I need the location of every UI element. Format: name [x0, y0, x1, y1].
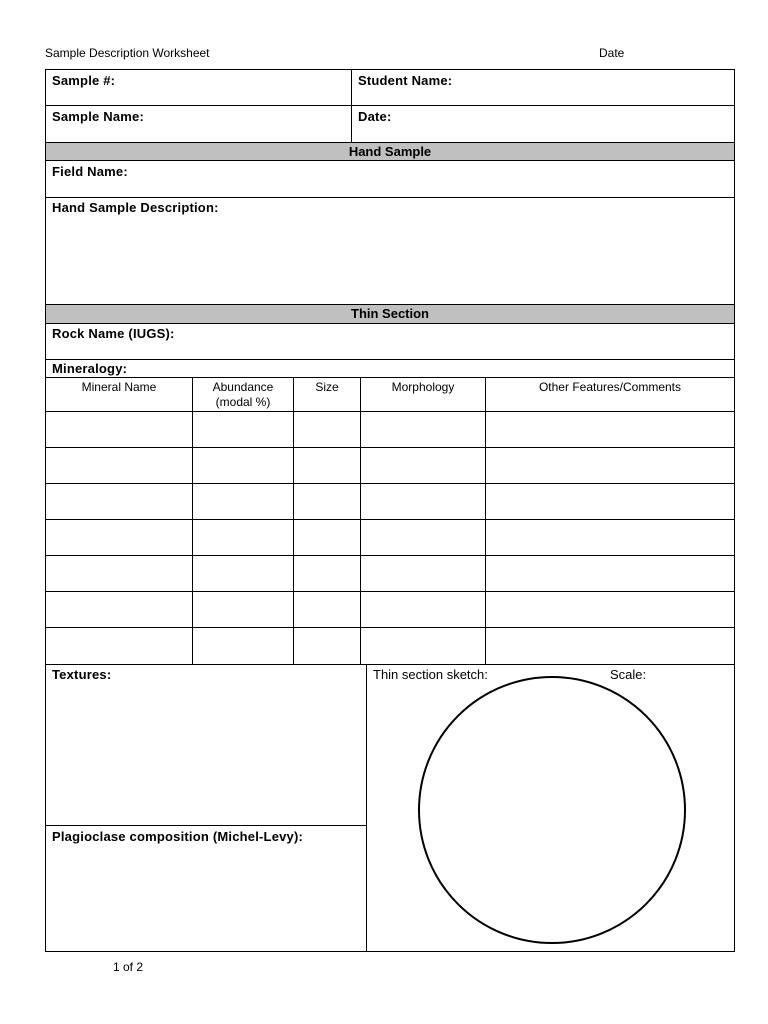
- form-border-bottom: [45, 951, 735, 952]
- mineral-table-cell[interactable]: [193, 592, 293, 627]
- mineral-table-cell[interactable]: [486, 592, 734, 627]
- student-name-field[interactable]: [352, 70, 734, 105]
- mineral-table-cell[interactable]: [46, 448, 192, 483]
- textures-label: Textures:: [52, 667, 112, 682]
- mineral-table-cell[interactable]: [361, 628, 485, 663]
- thin-section-sketch-label: Thin section sketch:: [373, 667, 488, 682]
- mineral-table-cell[interactable]: [294, 556, 360, 591]
- page-number: 1 of 2: [113, 960, 144, 974]
- form-border-right: [734, 69, 735, 952]
- hand-sample-description-label: Hand Sample Description:: [52, 200, 219, 215]
- mineral-table-cell[interactable]: [486, 556, 734, 591]
- worksheet-title: Sample Description Worksheet: [45, 46, 210, 60]
- mineral-table-cell[interactable]: [46, 484, 192, 519]
- sample-name-label: Sample Name:: [52, 109, 144, 124]
- date-field[interactable]: [352, 106, 734, 142]
- sketch-circle: [419, 677, 685, 943]
- mineral-table-cell[interactable]: [361, 448, 485, 483]
- sketch-circle-area[interactable]: [367, 665, 734, 951]
- mineral-table-cell[interactable]: [46, 628, 192, 663]
- mineral-table-cell[interactable]: [361, 592, 485, 627]
- mineral-table-cell[interactable]: [193, 556, 293, 591]
- mineralogy-label: Mineralogy:: [52, 361, 128, 376]
- field-name-label: Field Name:: [52, 164, 128, 179]
- scale-label: Scale:: [610, 667, 647, 682]
- rule: [45, 377, 735, 378]
- mineral-table-cell[interactable]: [46, 412, 192, 447]
- mineral-table-cell[interactable]: [294, 448, 360, 483]
- rule: [45, 359, 735, 360]
- sample-number-field[interactable]: [46, 70, 351, 105]
- mineral-table-cell[interactable]: [294, 520, 360, 555]
- rule: [45, 304, 735, 305]
- date-label: Date:: [358, 109, 392, 124]
- column-header-abundance: Abundance (modal %): [212, 380, 274, 409]
- sample-name-field[interactable]: [46, 106, 351, 142]
- column-header-other-features: Other Features/Comments: [538, 380, 682, 394]
- mineral-table-cell[interactable]: [193, 412, 293, 447]
- field-name-field[interactable]: [46, 161, 734, 197]
- plagioclase-composition-label: Plagioclase composition (Michel-Levy):: [52, 829, 304, 844]
- mineral-table-cell[interactable]: [46, 592, 192, 627]
- rule: [45, 142, 735, 143]
- thin-section-heading: Thin Section: [351, 306, 429, 321]
- mineral-table-cell[interactable]: [193, 628, 293, 663]
- mineral-table-cell[interactable]: [193, 484, 293, 519]
- mineral-table-cell[interactable]: [46, 556, 192, 591]
- mineral-table-cell[interactable]: [361, 484, 485, 519]
- rock-name-field[interactable]: [46, 324, 734, 359]
- column-header-size: Size: [315, 380, 339, 394]
- hand-sample-heading: Hand Sample: [348, 144, 432, 159]
- mineral-table-cell[interactable]: [193, 520, 293, 555]
- column-header-morphology: Morphology: [391, 380, 455, 394]
- mineral-table-cell[interactable]: [294, 592, 360, 627]
- mineral-table-cell[interactable]: [486, 484, 734, 519]
- textures-field[interactable]: [46, 665, 366, 825]
- sample-number-label: Sample #:: [52, 73, 116, 88]
- mineral-table-cell[interactable]: [294, 628, 360, 663]
- mineral-table-cell[interactable]: [361, 556, 485, 591]
- mineral-table-cell[interactable]: [294, 412, 360, 447]
- plagioclase-composition-field[interactable]: [46, 826, 366, 951]
- student-name-label: Student Name:: [358, 73, 453, 88]
- mineral-table-cell[interactable]: [294, 484, 360, 519]
- mineral-table-cell[interactable]: [46, 520, 192, 555]
- mineral-table-cell[interactable]: [486, 448, 734, 483]
- mineral-table-cell[interactable]: [361, 520, 485, 555]
- column-header-mineral-name: Mineral Name: [81, 380, 157, 394]
- hand-sample-description-field[interactable]: [46, 198, 734, 304]
- mineral-table-cell[interactable]: [486, 628, 734, 663]
- mineral-table-cell[interactable]: [361, 412, 485, 447]
- mineral-table-cell[interactable]: [193, 448, 293, 483]
- mineral-table-cell[interactable]: [486, 412, 734, 447]
- mineral-table-cell[interactable]: [486, 520, 734, 555]
- header-date-label: Date: [599, 46, 625, 60]
- rock-name-label: Rock Name (IUGS):: [52, 326, 175, 341]
